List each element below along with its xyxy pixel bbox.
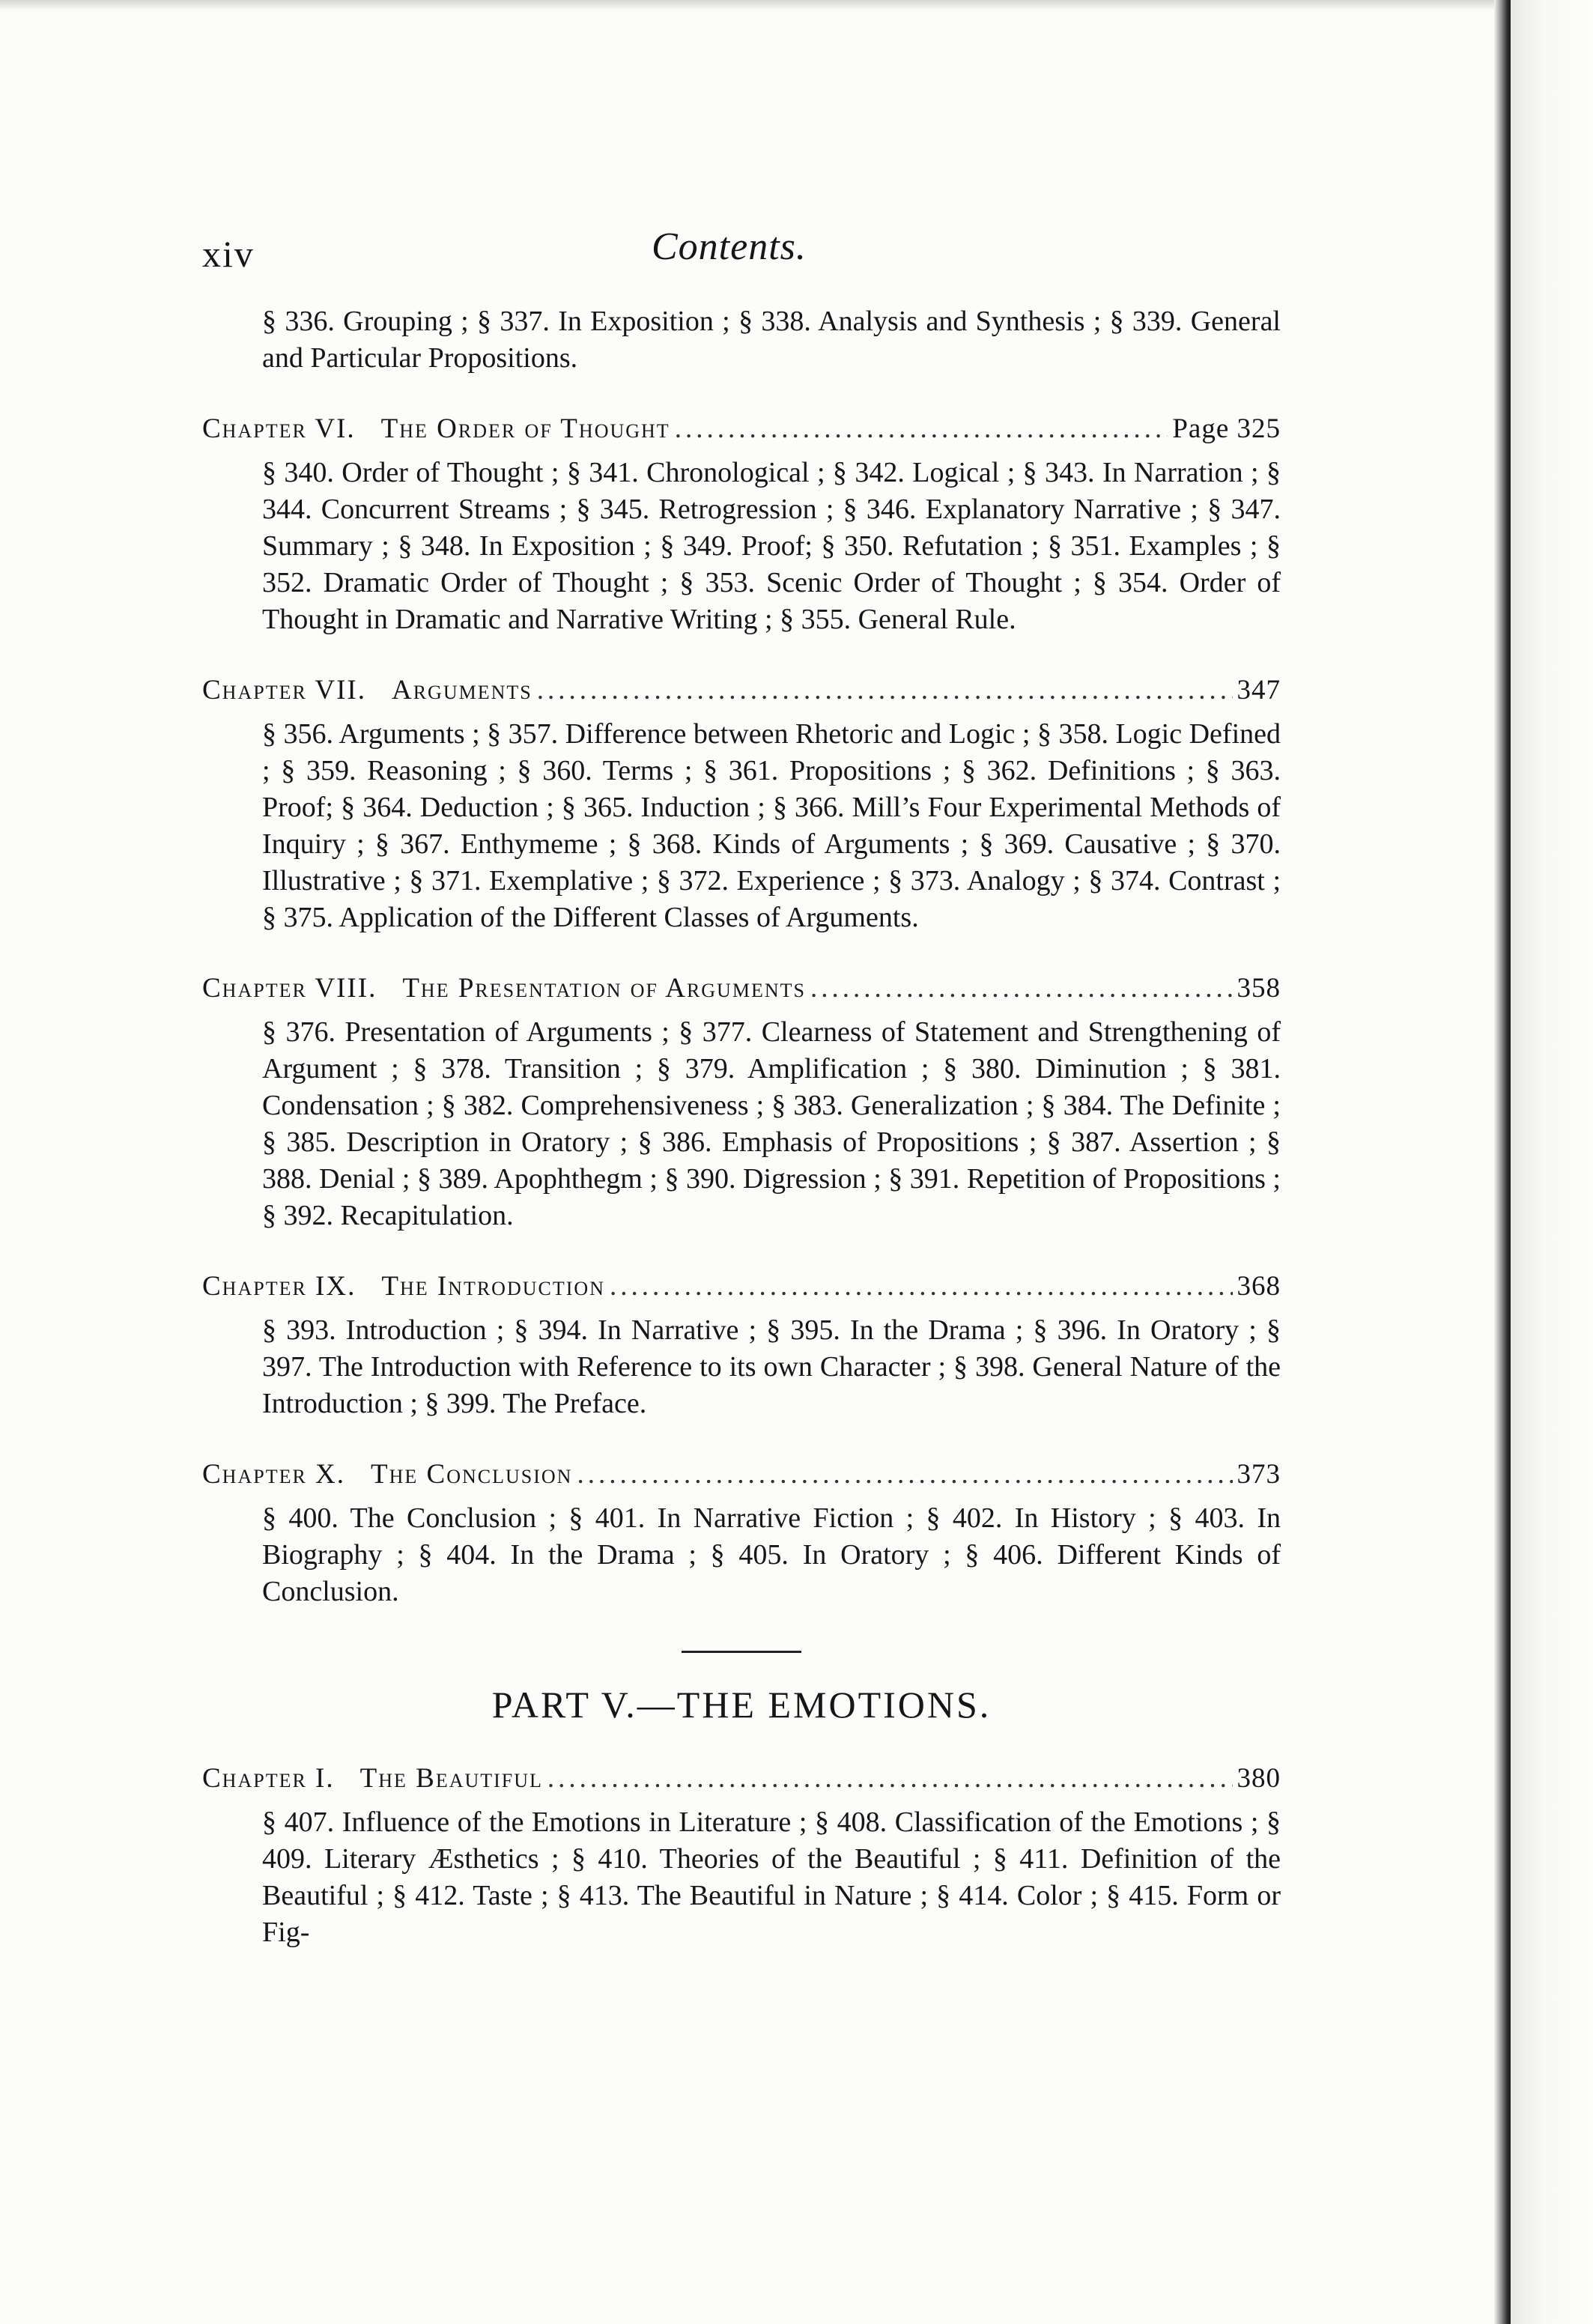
dot-leader bbox=[610, 1269, 1233, 1305]
page-header bbox=[202, 225, 1288, 285]
chapter-page: Page 325 bbox=[1172, 413, 1281, 444]
chapter-title: The Beautiful bbox=[359, 1763, 543, 1794]
chapter-title: The Conclusion bbox=[371, 1459, 573, 1490]
continuation-sections: § 336. Grouping ; § 337. In Exposition ; § 338. Analysis and Synthesis ; § 339. General and Particular Propositions. bbox=[262, 306, 1281, 374]
chapter-heading-vii bbox=[202, 673, 1281, 709]
scan-margin-right bbox=[1511, 0, 1593, 2324]
page-number: xiv bbox=[202, 233, 255, 275]
chapter-heading-part5-i bbox=[202, 1761, 1281, 1797]
dot-leader bbox=[675, 411, 1168, 447]
scan-edge-right bbox=[1494, 0, 1511, 2324]
chapter-sections: § 340. Order of Thought ; § 341. Chronological ; § 342. Logical ; § 343. In Narration ; § 344. Concurrent Streams ; § 345. Retrogression ; § 346. Explanatory Narrative ; § 347. Summary ; § 348. In Exposition ; § 349. Proof; § 350. Refutation ; § 351. Examples ; § 352. Dramatic Order of Thought ; § 353. Scenic Order of Thought ; § 354. Order of Thought in Dramatic and Narrative Writing ; § 355. General Rule. bbox=[262, 457, 1281, 635]
scan-edge-top bbox=[0, 0, 1498, 10]
contents-list bbox=[202, 303, 1281, 1951]
chapter-heading-vi bbox=[202, 411, 1281, 447]
dot-leader bbox=[537, 673, 1233, 709]
chapter-page: 373 bbox=[1237, 1459, 1281, 1490]
dot-leader bbox=[547, 1761, 1233, 1797]
running-title: Contents. bbox=[652, 225, 807, 268]
chapter-page: 368 bbox=[1237, 1271, 1281, 1302]
chapter-heading-x bbox=[202, 1457, 1281, 1493]
chapter-page: 347 bbox=[1237, 675, 1281, 706]
chapter-number: Chapter VIII. bbox=[202, 973, 377, 1004]
section-divider-rule bbox=[682, 1651, 801, 1653]
chapter-number: Chapter IX. bbox=[202, 1271, 356, 1302]
chapter-heading-viii bbox=[202, 971, 1281, 1007]
chapter-title: The Order of Thought bbox=[380, 413, 670, 444]
chapter-number: Chapter X. bbox=[202, 1459, 346, 1490]
dot-leader bbox=[810, 971, 1233, 1007]
chapter-heading-ix bbox=[202, 1269, 1281, 1305]
dot-leader bbox=[577, 1457, 1232, 1493]
chapter-sections: § 407. Influence of the Emotions in Literature ; § 408. Classification of the Emotions ; § 409. Literary Æsthetics ; § 410. Theories of the Beautiful ; § 411. Definition of the Beautiful ; § 412. Taste ; § 413. The Beautiful in Nature ; § 414. Color ; § 415. Form or Fig- bbox=[262, 1806, 1281, 1948]
chapter-sections: § 376. Presentation of Arguments ; § 377. Clearness of Statement and Strengthening of Argument ; § 378. Transition ; § 379. Amplification ; § 380. Diminution ; § 381. Condensation ; § 382. Comprehensiveness ; § 383. Generalization ; § 384. The Definite ; § 385. Description in Oratory ; § 386. Emphasis of Propositions ; § 387. Assertion ; § 388. Denial ; § 389. Apophthegm ; § 390. Digression ; § 391. Repetition of Propositions ; § 392. Recapitulation. bbox=[262, 1016, 1281, 1231]
chapter-sections: § 393. Introduction ; § 394. In Narrative ; § 395. In the Drama ; § 396. In Oratory ; § 397. The Introduction with Reference to its own Character ; § 398. General Nature of the Introduction ; § 399. The Preface. bbox=[262, 1314, 1281, 1419]
chapter-number: Chapter VI. bbox=[202, 413, 356, 444]
chapter-sections: § 356. Arguments ; § 357. Difference between Rhetoric and Logic ; § 358. Logic Defined ; § 359. Reasoning ; § 360. Terms ; § 361. Propositions ; § 362. Definitions ; § 363. Proof; § 364. Deduction ; § 365. Induction ; § 366. Mill’s Four Experimental Methods of Inquiry ; § 367. Enthymeme ; § 368. Kinds of Arguments ; § 369. Causative ; § 370. Illustrative ; § 371. Exemplative ; § 372. Experience ; § 373. Analogy ; § 374. Contrast ; § 375. Application of the Different Classes of Arguments. bbox=[262, 718, 1281, 933]
chapter-title: The Introduction bbox=[381, 1271, 605, 1302]
chapter-title: Arguments bbox=[392, 675, 532, 706]
chapter-number: Chapter VII. bbox=[202, 675, 366, 706]
chapter-number: Chapter I. bbox=[202, 1763, 335, 1794]
chapter-title: The Presentation of Arguments bbox=[402, 973, 806, 1004]
chapter-page: 358 bbox=[1237, 973, 1281, 1004]
chapter-sections: § 400. The Conclusion ; § 401. In Narrative Fiction ; § 402. In History ; § 403. In Biography ; § 404. In the Drama ; § 405. In Oratory ; § 406. Different Kinds of Conclusion. bbox=[262, 1502, 1281, 1607]
chapter-page: 380 bbox=[1237, 1763, 1281, 1794]
part-title: PART V.—THE EMOTIONS. bbox=[491, 1684, 992, 1726]
